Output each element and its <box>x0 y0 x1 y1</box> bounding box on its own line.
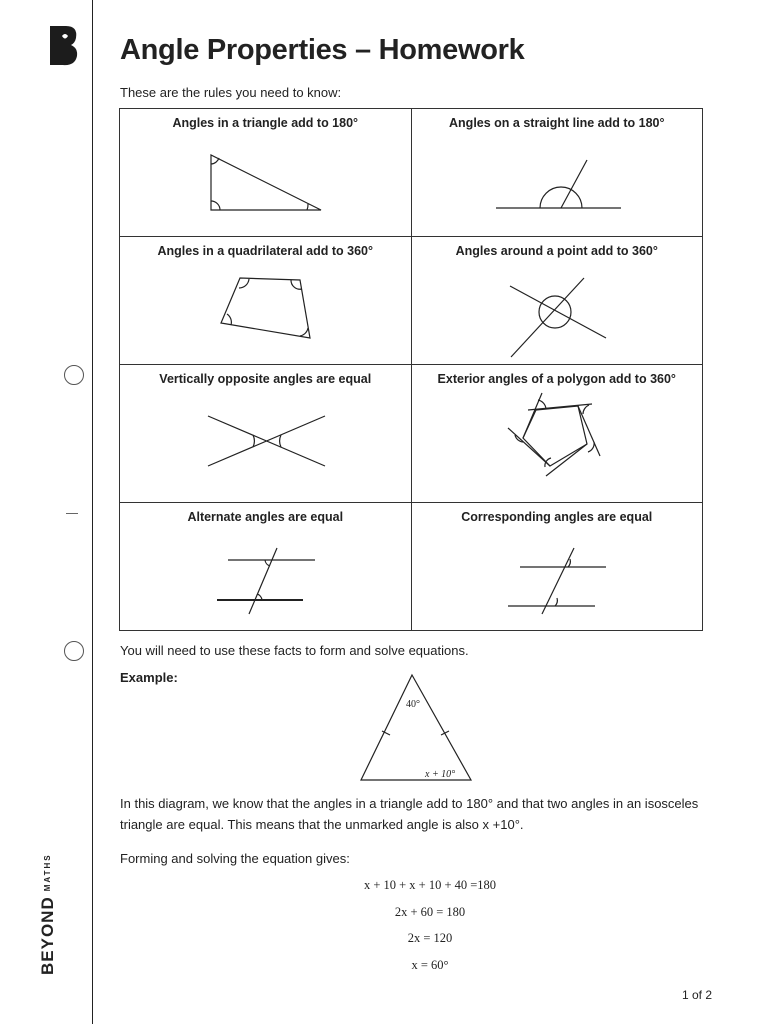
rule-cell <box>411 237 703 365</box>
triangle-angles-diagram <box>120 130 410 222</box>
explanation-line-1: In this diagram, we know that the angles in a triangle add to 180° and that two angles in an isosceles <box>120 796 699 811</box>
example-label: Example: <box>120 670 178 685</box>
rule-cell <box>120 503 412 631</box>
equation-line: 2x + 60 = 180 <box>394 905 466 919</box>
punch-hole <box>64 365 84 385</box>
rule-title: Vertically opposite angles are equal <box>159 372 372 386</box>
alternate-angles-diagram <box>120 524 410 624</box>
rule-cell <box>411 365 703 503</box>
punch-hole <box>64 641 84 661</box>
example-base-angle: x + 10° <box>425 769 456 780</box>
rule-title: Exterior angles of a polygon add to 360° <box>437 372 676 386</box>
rule-title: Angles in a triangle add to 180° <box>172 116 359 130</box>
rule-title: Angles on a straight line add to 180° <box>449 116 665 130</box>
exterior-angles-diagram <box>412 386 702 496</box>
example-top-angle: 40° <box>406 699 420 710</box>
fold-mark <box>66 513 78 514</box>
explanation-line-2: triangle are equal. This means that the unmarked angle is also x +10°. <box>120 817 524 832</box>
rule-title: Angles in a quadrilateral add to 360° <box>157 244 373 258</box>
rules-table <box>119 108 703 631</box>
vertically-opposite-diagram <box>120 386 410 486</box>
brand-wordmark <box>38 853 58 975</box>
page-title: Angle Properties – Homework <box>120 34 525 66</box>
quadrilateral-angles-diagram <box>120 258 410 358</box>
margin-rule <box>92 0 93 1024</box>
brand-name: BEYOND <box>38 896 57 975</box>
rule-cell <box>411 503 703 631</box>
facts-text: You will need to use these facts to form and solve equations. <box>120 643 469 658</box>
rule-cell <box>120 109 412 237</box>
equation-line: x + 10 + x + 10 + 40 =180 <box>363 878 497 892</box>
angles-around-point-diagram <box>412 258 702 358</box>
beyond-logo-icon <box>46 24 80 66</box>
forming-text: Forming and solving the equation gives: <box>120 851 350 866</box>
rule-cell <box>411 109 703 237</box>
rule-title: Angles around a point add to 360° <box>455 244 658 258</box>
example-isosceles-triangle <box>355 672 480 787</box>
rule-cell <box>120 237 412 365</box>
page-number: 1 of 2 <box>682 988 713 1002</box>
rule-title: Corresponding angles are equal <box>461 510 653 524</box>
corresponding-angles-diagram <box>412 524 702 624</box>
rule-title: Alternate angles are equal <box>187 510 344 524</box>
rule-cell <box>120 365 412 503</box>
equation-line: 2x = 120 <box>407 931 453 945</box>
straight-line-angles-diagram <box>412 130 702 222</box>
intro-text: These are the rules you need to know: <box>120 85 342 100</box>
brand-sub: MATHS <box>43 853 52 892</box>
equation-line: x = 60° <box>411 958 449 972</box>
